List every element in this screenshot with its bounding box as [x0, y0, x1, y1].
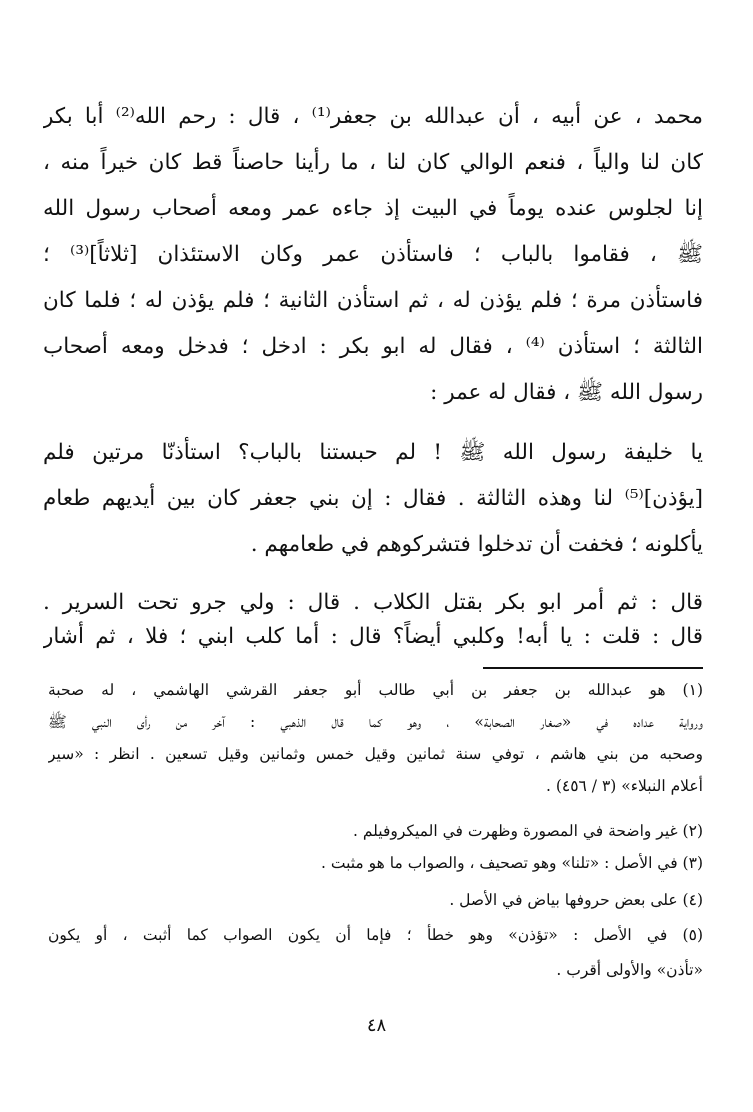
- footnote-1-line-4: أعلام النبلاء» (٣ / ٤٥٦) .: [545, 777, 703, 795]
- footnote-separator: [483, 667, 703, 669]
- footnote-1-line-1: (١) هو عبدالله بن جعفر بن أبي طالب أبو جعفر القرشي الهاشمي ، له صحبة: [48, 681, 703, 699]
- body-line-3: إنا لجلوس عنده يوماً في البيت إذ جاءه عمر ومعه أصحاب رسول الله: [43, 196, 703, 221]
- body-line-9: [يؤذن]⁽⁵⁾ لنا وهذه الثالثة . فقال : إن بني جعفر كان بين أيديهم طعام: [43, 486, 703, 511]
- body-line-12: قال : قلت : يا أبه! وكلبي أيضاً؟ قال : أما كلب ابني ؛ فلا ، ثم أشار: [43, 624, 703, 649]
- body-line-2: كان لنا والياً ، فنعم الوالي كان لنا ، ما رأينا حاصناً قط كان خيراً منه ،: [43, 150, 703, 175]
- footnote-2: (٢) غير واضحة في المصورة وظهرت في الميكروفيلم .: [353, 822, 703, 840]
- page-number: ٤٨: [366, 1015, 387, 1036]
- body-line-5: فاستأذن مرة ؛ فلم يؤذن له ، ثم استأذن الثانية ؛ فلم يؤذن له ؛ فلما كان: [43, 288, 703, 313]
- body-line-8: يا خليفة رسول الله ﷺ ! لم حبستنا بالباب؟ استأذنّا مرتين فلم: [43, 440, 703, 465]
- footnote-5-line-2: «تأذن» والأولى أقرب .: [556, 961, 703, 979]
- body-line-4: ﷺ ، فقاموا بالباب ؛ فاستأذن عمر وكان الاستئذان [ثلاثاً]⁽³⁾ ؛: [43, 242, 703, 267]
- footnote-3: (٣) في الأصل : «تلنا» وهو تصحيف ، والصواب ما هو مثبت .: [321, 854, 703, 872]
- body-line-1: محمد ، عن أبيه ، أن عبدالله بن جعفر⁽¹⁾ ، قال : رحم الله⁽²⁾ أبا بكر: [43, 104, 703, 129]
- body-line-10: يأكلونه ؛ فخفت أن تدخلوا فتشركوهم في طعامهم .: [250, 532, 703, 557]
- footnote-4: (٤) على بعض حروفها بياض في الأصل .: [449, 891, 703, 909]
- body-line-6: الثالثة ؛ استأذن ⁽⁴⁾ ، فقال له ابو بكر : ادخل ؛ فدخل ومعه أصحاب: [43, 334, 703, 359]
- footnote-5-line-1: (٥) في الأصل : «تؤذن» وهو خطأ ؛ فإما أن يكون الصواب كما أثبت ، أو يكون: [48, 926, 703, 944]
- footnote-1-line-3: وصحبه من بني هاشم ، توفي سنة ثمانين وقيل خمس وثمانين وقيل تسعين . انظر : «سير: [48, 745, 703, 763]
- body-line-7: رسول الله ﷺ ، فقال له عمر :: [430, 380, 703, 405]
- body-line-11: قال : ثم أمر ابو بكر بقتل الكلاب . قال : ولي جرو تحت السرير .: [43, 590, 703, 615]
- footnote-1-line-2: ورواية عداده في «صغار الصحابة» ، وهو كما قال الذهبي : آخر من رأى النبي ﷺ: [48, 713, 703, 731]
